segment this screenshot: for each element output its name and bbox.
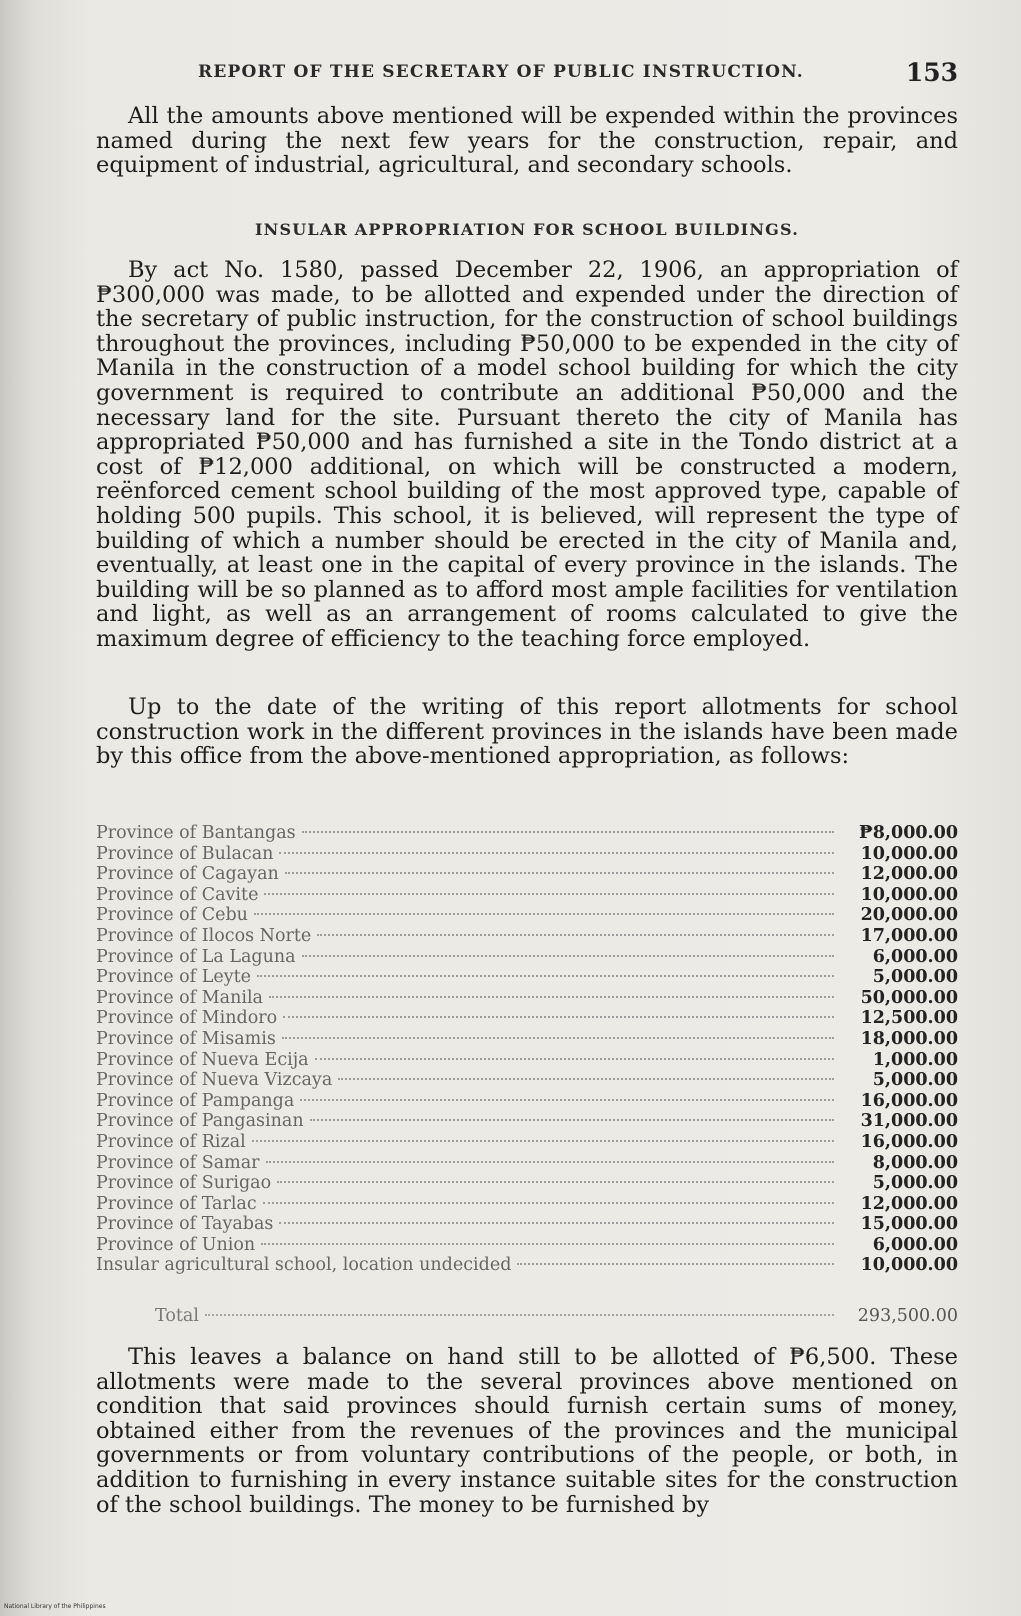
total-row <box>155 1306 958 1326</box>
row-amount: 16,000.00 <box>860 1131 958 1152</box>
row-amount: 6,000.00 <box>872 1234 958 1255</box>
table-row <box>96 1008 958 1029</box>
table-row <box>96 1255 958 1276</box>
row-label: Province of Mindoro <box>96 1008 278 1029</box>
table-row <box>96 864 958 885</box>
row-amount: 5,000.00 <box>872 967 958 988</box>
page-number: 153 <box>905 57 958 87</box>
row-label: Province of Bulacan <box>96 843 274 864</box>
dot-leader <box>283 1016 834 1018</box>
row-label: Province of Tarlac <box>96 1193 257 1214</box>
table-row <box>96 823 958 844</box>
row-label: Province of Nueva Vizcaya <box>96 1070 333 1091</box>
dot-leader <box>269 996 834 998</box>
row-amount: 12,500.00 <box>860 1008 958 1029</box>
row-label: Province of Misamis <box>96 1028 276 1049</box>
row-label: Province of Samar <box>96 1152 260 1173</box>
allotment-table <box>96 823 958 1276</box>
dot-leader <box>315 1058 834 1060</box>
row-amount: 6,000.00 <box>872 946 958 967</box>
balance-paragraph: This leaves a balance on hand still to be allotted of ₱6,500. These allotments were made to the several provinces above mentioned on condition that said provinces should furnish certain sums of money, obtained either from the revenues of the provinces and the municipal governments or from voluntary contributions of the people, or both, in addition to furnishing in every instance suitable sites for the construction of the school buildings. The money to be furnished by <box>96 1344 958 1518</box>
dot-leader <box>282 1037 834 1039</box>
row-label: Province of Cagayan <box>96 864 279 885</box>
table-row <box>96 1050 958 1071</box>
row-amount: 17,000.00 <box>860 925 958 946</box>
table-row <box>96 1111 958 1132</box>
table-row <box>96 947 958 968</box>
intro-paragraph: All the amounts above mentioned will be expended within the provinces named during the next few years for the construction, repair, and equipment of industrial, agricultural, and secondary schools. <box>96 103 958 179</box>
row-label: Province of La Laguna <box>96 946 296 967</box>
dot-leader <box>279 1222 834 1224</box>
total-label: Total <box>155 1306 199 1326</box>
total-amount: 293,500.00 <box>857 1306 958 1326</box>
row-label: Province of Nueva Ecija <box>96 1049 309 1070</box>
row-label: Province of Pampanga <box>96 1090 295 1111</box>
dot-leader <box>279 852 834 854</box>
dot-leader <box>254 913 834 915</box>
row-label: Province of Tayabas <box>96 1214 274 1235</box>
dot-leader <box>517 1263 834 1265</box>
row-label: Province of Manila <box>96 987 263 1008</box>
row-amount: 50,000.00 <box>860 987 958 1008</box>
dot-leader <box>263 1202 834 1204</box>
act-paragraph: By act No. 1580, passed December 22, 1906, an appropriation of ₱300,000 was made, to be allotted and expended under the direction of the secretary of public instruction, for the construction of school buildings throughout the provinces, including ₱50,000 to be expended in the city of Manila in the construction of a model school building for which the city government is required to contribute an additional ₱50,000 and the necessary land for the site. Pursuant thereto the city of Manila has appropriated ₱50,000 and has furnished a site in the Tondo district at a cost of ₱12,000 additional, on which will be constructed a modern, reënforced cement school building of the most approved type, capable of holding 500 pupils. This school, it is believed, will represent the type of building of which a number should be erected in the city of Manila and, eventually, at least one in the capital of every province in the islands. The building will be so planned as to afford most ample facilities for ventilation and light, as well as an arrangement of rooms calculated to give the maximum degree of efficiency to the teaching force employed. <box>96 257 958 652</box>
row-label: Province of Cavite <box>96 884 259 905</box>
table-row <box>96 844 958 865</box>
row-label: Insular agricultural school, location undecided <box>96 1255 512 1276</box>
dot-leader <box>264 893 834 895</box>
row-amount: ₱8,000.00 <box>858 823 958 843</box>
dot-leader <box>261 1243 834 1245</box>
table-row <box>96 1235 958 1256</box>
row-amount: 18,000.00 <box>860 1028 958 1049</box>
allotments-paragraph: Up to the date of the writing of this report allotments for school construction work in the different provinces in the islands have been made by this office from the above-mentioned appropriation, as follows: <box>96 694 958 770</box>
table-row <box>96 926 958 947</box>
table-row <box>96 1153 958 1174</box>
dot-leader <box>257 975 834 977</box>
row-amount: 12,000.00 <box>860 1193 958 1214</box>
table-row <box>96 988 958 1009</box>
dot-leader <box>252 1140 834 1142</box>
row-amount: 10,000.00 <box>860 1255 958 1276</box>
table-row <box>96 1132 958 1153</box>
dot-leader <box>205 1314 834 1316</box>
library-footer-mark: National Library of the Philippines <box>4 1603 106 1610</box>
row-label: Province of Leyte <box>96 967 251 988</box>
dot-leader <box>310 1119 834 1121</box>
row-amount: 8,000.00 <box>872 1152 958 1173</box>
table-row <box>96 1173 958 1194</box>
row-label: Province of Ilocos Norte <box>96 925 312 946</box>
table-row <box>96 1029 958 1050</box>
row-amount: 31,000.00 <box>860 1111 958 1132</box>
dot-leader <box>302 955 834 957</box>
table-row <box>96 1070 958 1091</box>
row-amount: 10,000.00 <box>860 843 958 864</box>
row-amount: 16,000.00 <box>860 1090 958 1111</box>
row-label: Province of Bantangas <box>96 823 296 843</box>
dot-leader <box>266 1161 834 1163</box>
row-label: Province of Rizal <box>96 1131 246 1152</box>
table-row <box>96 885 958 906</box>
section-heading: INSULAR APPROPRIATION FOR SCHOOL BUILDINGS. <box>254 220 799 239</box>
table-row <box>96 1091 958 1112</box>
row-amount: 12,000.00 <box>860 864 958 885</box>
row-label: Province of Pangasinan <box>96 1111 304 1132</box>
running-head: REPORT OF THE SECRETARY OF PUBLIC INSTRUCTION. <box>198 62 804 82</box>
dot-leader <box>277 1181 834 1183</box>
row-amount: 15,000.00 <box>860 1214 958 1235</box>
dot-leader <box>300 1099 834 1101</box>
row-amount: 1,000.00 <box>872 1049 958 1070</box>
table-row <box>96 967 958 988</box>
row-label: Province of Surigao <box>96 1173 272 1194</box>
page-header <box>198 52 958 92</box>
table-row <box>96 1214 958 1235</box>
row-amount: 20,000.00 <box>860 905 958 926</box>
row-amount: 5,000.00 <box>872 1173 958 1194</box>
row-label: Province of Union <box>96 1234 256 1255</box>
dot-leader <box>317 934 834 936</box>
row-label: Province of Cebu <box>96 905 248 926</box>
dot-leader <box>285 872 834 874</box>
table-row <box>96 1194 958 1215</box>
dot-leader <box>338 1078 834 1080</box>
row-amount: 10,000.00 <box>860 884 958 905</box>
dot-leader <box>302 831 834 833</box>
table-row <box>96 905 958 926</box>
row-amount: 5,000.00 <box>872 1070 958 1091</box>
